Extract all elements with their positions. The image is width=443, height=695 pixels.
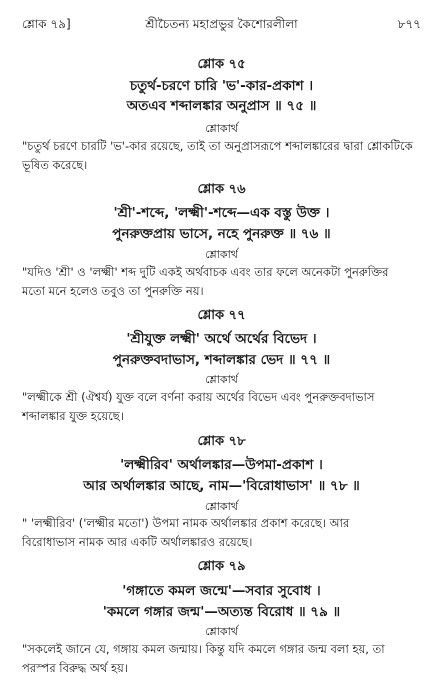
verse-line: চতুর্থ-চরণে চারি 'ভ'-কার-প্রকাশ । [129, 78, 314, 94]
verse-line: আর অর্থালঙ্কার আছে, নাম—'বিরোধাভাস' ॥ ৭৮ ॥ [83, 478, 360, 494]
header-chapter-title: শ্রীচৈতন্য মহাপ্রভুর কৈশোরলীলা [145, 17, 298, 31]
translation-label: শ্লোকার্থ [205, 122, 238, 135]
verse-line: পুনরুক্তপ্রায় ভাসে, নহে পুনরুক্ত ॥ ৭৬ ॥ [112, 226, 331, 242]
translation-line: "চতুর্থ চরণে চারটি 'ভ'-কার রয়েছে, তাই তা অনুপ্রাসরূপে শব্দালঙ্কারের দ্বারা শ্লোকটিকে [22, 139, 413, 153]
verse-heading: শ্লোক ৭৭ [197, 308, 246, 323]
translation-line: বিরোধাভাস নামক আর একটি অর্থালঙ্কারও রয়েছে। [22, 535, 253, 549]
verse-line: পুনরুক্তবদাভাস, শব্দালঙ্কার ভেদ ॥ ৭৭ ॥ [112, 352, 331, 368]
verse-line: অতএব শব্দালঙ্কার অনুপ্রাস ॥ ৭৫ ॥ [126, 98, 317, 114]
verse-heading: শ্লোক ৭৫ [197, 57, 246, 72]
page-number: ৮৭৭ [397, 17, 421, 31]
translation-line: "লক্ষ্মীকে শ্রী (ঐশ্বর্য) যুক্ত বলে বর্ণনা করায় অর্থের বিভেদ এবং পুনরুক্তবদাভাস [22, 390, 375, 404]
verse-line: 'শ্রীযুক্ত লক্ষ্মী' অর্থে অর্থের বিভেদ । [126, 331, 317, 347]
verse-line: 'গঙ্গাতে কমল জন্মে'—সবার সুবোধ । [122, 583, 321, 599]
translation-line: পরস্পর বিরুদ্ধ অর্থ হয়। [22, 661, 128, 675]
translation-line: মতো মনে হলেও তবুও তা পুনরুক্তি নয়। [22, 284, 204, 298]
verse-line: 'কমলে গঙ্গার জন্ম'—অত্যন্ত বিরোধ ॥ ৭৯ ॥ [102, 604, 341, 620]
verse-line: 'শ্রী'-শব্দে, 'লক্ষ্মী'-শব্দে—এক বস্তু উক্ত । [113, 205, 330, 221]
verse-heading: শ্লোক ৭৯ [197, 559, 246, 574]
translation-label: শ্লোকার্থ [205, 500, 238, 513]
translation-label: শ্লোকার্থ [205, 373, 238, 386]
running-header [22, 16, 421, 38]
translation-line: "সকলেই জানে যে, গঙ্গায় কমল জন্মায়। কিন্তু যদি কমলে গঙ্গার জন্ম বলা হয়, তা [22, 642, 385, 656]
header-verse-ref: শ্লোক ৭৯] [22, 17, 71, 31]
translation-line: "যদিও 'শ্রী' ও 'লক্ষ্মী' শব্দ দুটি একই অর্থবাচক এবং তার ফলে অনেকটা পুনরুক্তির [22, 265, 389, 279]
translation-label: শ্লোকার্থ [205, 625, 238, 638]
translation-line: " 'লক্ষ্মীরিব' ('লক্ষ্মীর মতো') উপমা নামক অর্থালঙ্কার প্রকাশ করেছে। আর [22, 516, 350, 530]
translation-line: শব্দালঙ্কার যুক্ত হয়েছে। [22, 409, 124, 423]
translation-line: ভূষিত করেছে। [22, 158, 88, 172]
verse-heading: শ্লোক ৭৬ [197, 182, 246, 197]
translation-label: শ্লোকার্থ [205, 248, 238, 261]
verse-heading: শ্লোক ৭৮ [197, 434, 246, 449]
verse-line: 'লক্ষ্মীরিব' অর্থালঙ্কার—উপমা-প্রকাশ । [120, 457, 323, 473]
